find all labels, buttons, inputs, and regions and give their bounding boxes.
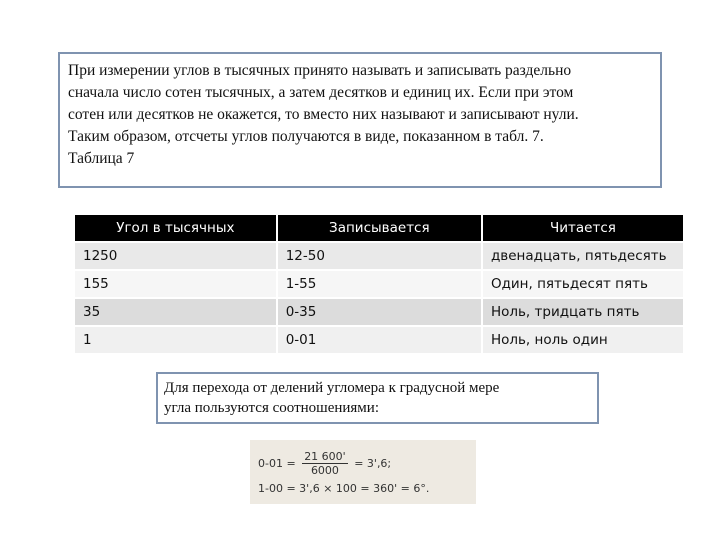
table-row	[75, 243, 683, 269]
formula-rhs: = 3',6;	[354, 457, 392, 470]
formula-lhs: 0-01 =	[258, 457, 296, 470]
cell-read: Ноль, ноль один	[483, 327, 683, 353]
cell-read: двенадцать, пятьдесять	[483, 243, 683, 269]
intro-line: сотен или десятков не окажется, то вместо них называют и записывают нули.	[68, 106, 579, 123]
header-written: Записывается	[278, 215, 481, 241]
fraction-numerator: 21 600'	[304, 450, 346, 463]
angle-table	[73, 213, 685, 355]
note-line: угла пользуются соотношениями:	[164, 400, 379, 416]
cell-written: 0-01	[278, 327, 481, 353]
conversion-note-box	[156, 372, 599, 424]
table-row	[75, 327, 683, 353]
cell-angle: 1	[75, 327, 276, 353]
note-line: Для перехода от делений угломера к градусной мере	[164, 380, 500, 396]
cell-written: 1-55	[278, 271, 481, 297]
cell-read: Один, пятьдесят пять	[483, 271, 683, 297]
fraction-denominator: 6000	[310, 464, 339, 477]
cell-written: 12-50	[278, 243, 481, 269]
table-header-row	[75, 215, 683, 241]
cell-angle: 1250	[75, 243, 276, 269]
header-angle: Угол в тысячных	[75, 215, 276, 241]
formula-fraction	[302, 450, 348, 477]
table-row	[75, 271, 683, 297]
intro-line: Таким образом, отсчеты углов получаются в виде, показанном в табл. 7.	[68, 128, 544, 145]
formula-line-1	[258, 450, 391, 477]
cell-angle: 35	[75, 299, 276, 325]
table-caption: Таблица 7	[68, 150, 135, 167]
formula-image	[250, 440, 476, 504]
cell-written: 0-35	[278, 299, 481, 325]
formula-line-2: 1-00 = 3',6 × 100 = 360' = 6°.	[258, 482, 430, 495]
intro-line: сначала число сотен тысячных, а затем десятков и единиц их. Если при этом	[68, 84, 574, 101]
cell-angle: 155	[75, 271, 276, 297]
intro-line: При измерении углов в тысячных принято называть и записывать раздельно	[68, 62, 572, 79]
table-row	[75, 299, 683, 325]
cell-read: Ноль, тридцать пять	[483, 299, 683, 325]
intro-text-box	[58, 52, 662, 188]
header-read: Читается	[483, 215, 683, 241]
